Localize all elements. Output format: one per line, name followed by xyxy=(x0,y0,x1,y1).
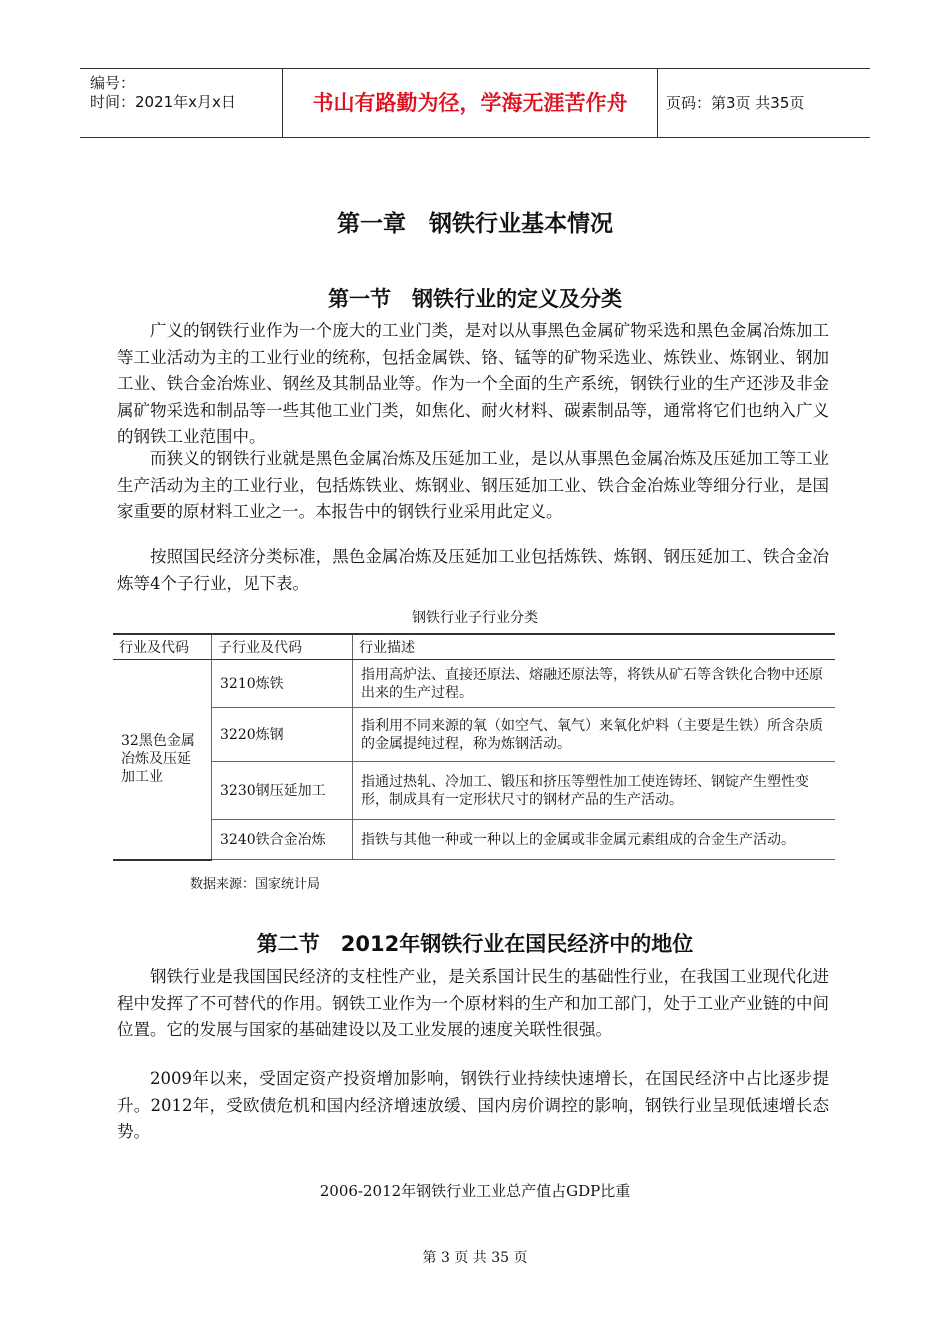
page-header xyxy=(80,68,870,138)
header-page-info: 页码：第3页 共35页 xyxy=(666,94,805,112)
section1-title: 第一节 钢铁行业的定义及分类 xyxy=(328,287,622,311)
section1-paragraph-2: 而狭义的钢铁行业就是黑色金属冶炼及压延加工业，是以从事黑色金属冶炼及压延加工等工业生产活动为主的工业行业，包括炼铁业、炼钢业、钢压延加工业、铁合金冶炼业等细分行业，是国家重要的原材料工业之一。本报告中的钢铁行业采用此定义。 xyxy=(117,449,829,521)
table-row xyxy=(113,660,835,708)
subindustry-cell: 3230钢压延加工 xyxy=(212,762,353,820)
header-subindustry: 子行业及代码 xyxy=(212,634,353,660)
subindustry-cell: 3240铁合金冶炼 xyxy=(212,820,353,860)
chapter-title: 第一章 钢铁行业基本情况 xyxy=(337,211,613,237)
section2-title: 第二节 2012年钢铁行业在国民经济中的地位 xyxy=(256,932,694,956)
description-cell: 指通过热轧、冷加工、锻压和挤压等塑性加工使连铸坯、钢锭产生塑性变形，制成具有一定形状尺寸的钢材产品的生产活动。 xyxy=(353,762,836,820)
figure-title: 2006-2012年钢铁行业工业总产值占GDP比重 xyxy=(319,1182,631,1200)
description-cell: 指用高炉法、直接还原法、熔融还原法等，将铁从矿石等含铁化合物中还原出来的生产过程。 xyxy=(353,660,836,708)
table-title: 钢铁行业子行业分类 xyxy=(412,610,538,626)
page-footer: 第 3 页 共 35 页 xyxy=(422,1250,528,1266)
header-description: 行业描述 xyxy=(353,634,836,660)
description-cell: 指利用不同来源的氧（如空气、氧气）来氧化炉料（主要是生铁）所含杂质的金属提纯过程，称为炼钢活动。 xyxy=(353,708,836,762)
subindustry-cell: 3220炼钢 xyxy=(212,708,353,762)
table-row xyxy=(113,762,835,820)
table-row xyxy=(113,820,835,860)
subindustry-table xyxy=(113,633,835,861)
date-label: 时间：2021年x月x日 xyxy=(90,93,236,111)
subindustry-cell: 3210炼铁 xyxy=(212,660,353,708)
table-header-row xyxy=(113,634,835,660)
table-source: 数据来源：国家统计局 xyxy=(190,877,321,892)
section2-paragraph-2: 2009年以来，受固定资产投资增加影响，钢铁行业持续快速增长，在国民经济中占比逐步提升。2012年，受欧债危机和国内经济增速放缓、国内房价调控的影响，钢铁行业呈现低速增长态势。 xyxy=(117,1069,829,1141)
number-label: 编号： xyxy=(90,74,136,92)
table-row xyxy=(113,708,835,762)
section2-paragraph-1: 钢铁行业是我国国民经济的支柱性产业，是关系国计民生的基础性行业，在我国工业现代化进程中发挥了不可替代的作用。钢铁工业作为一个原材料的生产和加工部门，处于工业产业链的中间位置。它的发展与国家的基础建设以及工业发展的速度关联性很强。 xyxy=(117,967,829,1039)
header-motto: 书山有路勤为径，学海无涯苦作舟 xyxy=(283,69,658,137)
industry-cell: 32黑色金属冶炼及压延加工业 xyxy=(113,660,212,860)
header-meta xyxy=(80,69,283,137)
description-cell: 指铁与其他一种或一种以上的金属或非金属元素组成的合金生产活动。 xyxy=(353,820,836,860)
section1-paragraph-1: 广义的钢铁行业作为一个庞大的工业门类，是对以从事黑色金属矿物采选和黑色金属冶炼加工等工业活动为主的工业行业的统称，包括金属铁、铬、锰等的矿物采选业、炼铁业、炼钢业、钢加工业、铁合金冶炼业、钢丝及其制品业等。作为一个全面的生产系统，钢铁行业的生产还涉及非金属矿物采选和制品等一些其他工业门类，如焦化、耐火材料、碳素制品等，通常将它们也纳入广义的钢铁工业范围中。 xyxy=(117,321,829,446)
header-industry: 行业及代码 xyxy=(113,634,212,660)
section1-paragraph-3: 按照国民经济分类标准，黑色金属冶炼及压延加工业包括炼铁、炼钢、钢压延加工、铁合金冶炼等4个子行业，见下表。 xyxy=(117,547,829,593)
